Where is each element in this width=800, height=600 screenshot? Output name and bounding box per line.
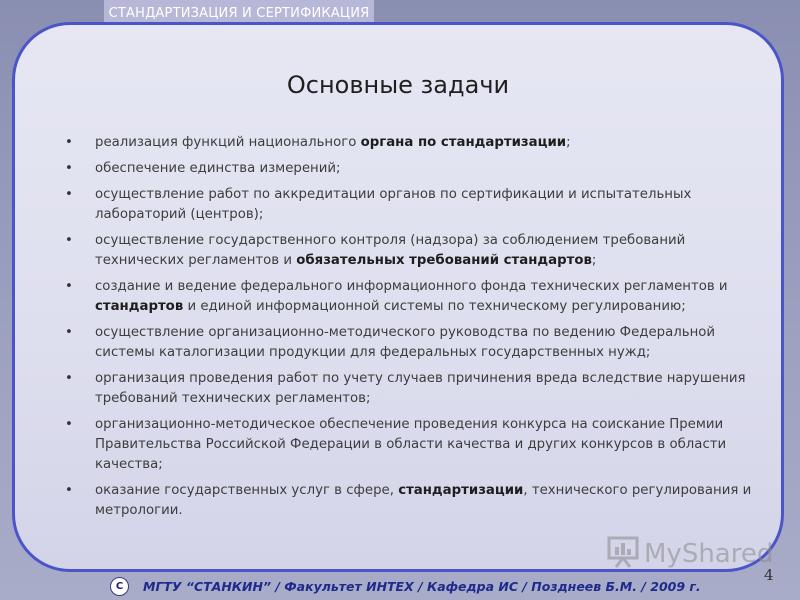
list-item: • осуществление работ по аккредитации органов по сертификации и испытательных лабораторий (центров);: [65, 185, 765, 225]
myshared-watermark: [606, 537, 773, 571]
list-item: • осуществление государственного контроля (надзора) за соблюдением требований технических регламентов и обязательных требований стандартов;: [65, 231, 765, 271]
section-header-label: СТАНДАРТИЗАЦИЯ И СЕРТИФИКАЦИЯ: [108, 5, 370, 21]
task-list: [65, 133, 765, 527]
list-item: • организационно-методическое обеспечение проведения конкурса на соискание Премии Правительства Российской Федерации в области качества и других конкурсов в области качества;: [65, 415, 765, 475]
page-number: 4: [764, 566, 774, 584]
slide-footer: [110, 576, 701, 596]
footer-text: МГТУ “СТАНКИН” / Факультет ИНТЕХ / Кафедра ИС / Позднеев Б.М. / 2009 г.: [143, 578, 701, 594]
slide-panel: [12, 22, 784, 572]
watermark-text: MyShared: [644, 539, 774, 569]
copyright-icon: С: [110, 577, 129, 596]
slide-title: Основные задачи: [286, 71, 510, 99]
list-item: • оказание государственных услуг в сфере, стандартизации, технического регулирования и метрологии.: [65, 481, 765, 521]
presentation-board-icon: [606, 535, 640, 573]
list-item: • создание и ведение федерального информационного фонда технических регламентов и стандартов и единой информационной системы по техническому регулированию;: [65, 277, 765, 317]
list-item: • обеспечение единства измерений;: [65, 159, 765, 179]
list-item: • организация проведения работ по учету случаев причинения вреда вследствие нарушения требований технических регламентов;: [65, 369, 765, 409]
list-item: • осуществление организационно-методического руководства по ведению Федеральной системы каталогизации продукции для федеральных государственных нужд;: [65, 323, 765, 363]
list-item: • реализация функций национального органа по стандартизации;: [65, 133, 765, 153]
